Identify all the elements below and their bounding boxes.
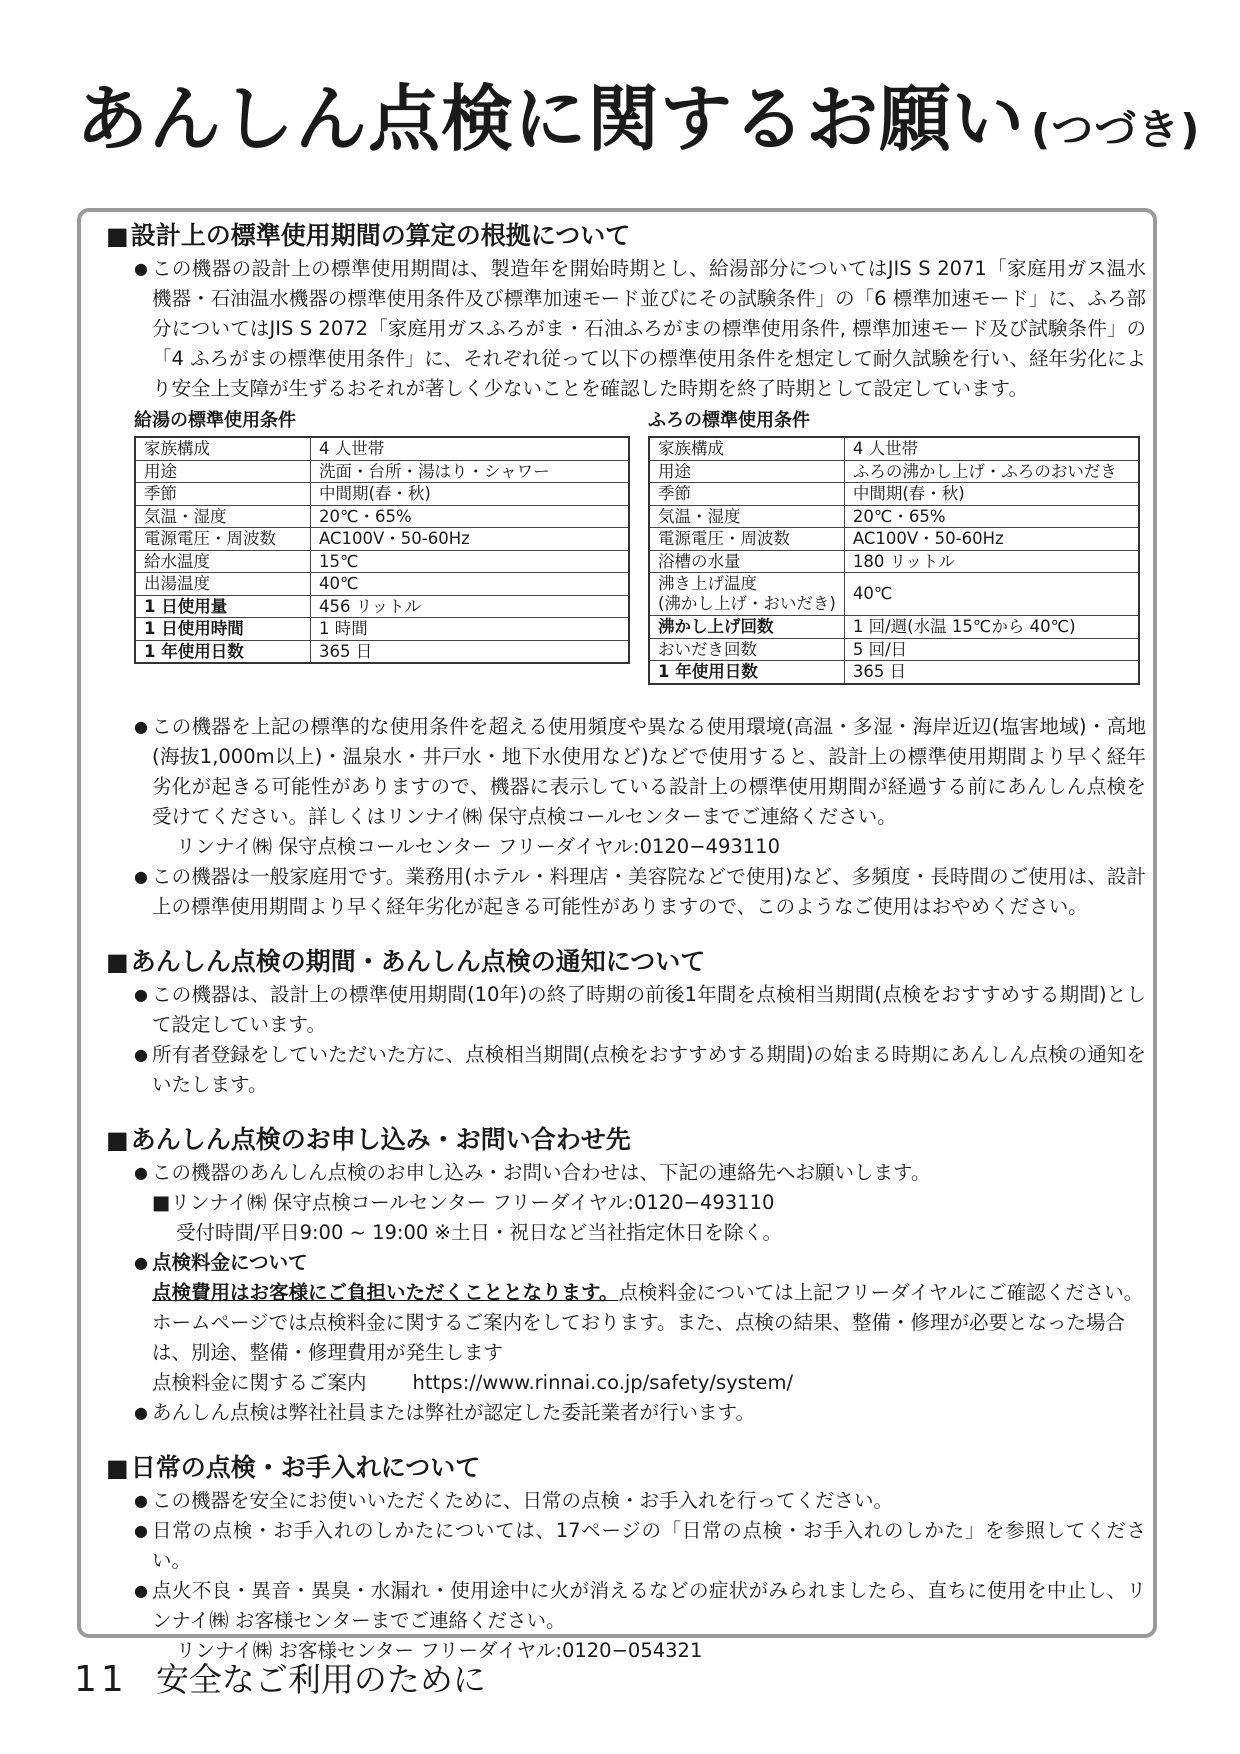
kyuto-table bbox=[134, 436, 630, 664]
fee-paragraph: 点検費用はお客様にご負担いただくこととなります。点検料金については上記フリーダイヤルにご確認ください。ホームページでは点検料金に関するご案内をしております。また、点検の結果、整備・修理が必要となった場合は、別途、整備・修理費用が発生します bbox=[152, 1281, 1144, 1364]
fee-link[interactable]: https://www.rinnai.co.jp/safety/system/ bbox=[412, 1371, 794, 1394]
page-title: あんしん点検に関するお願い (つづき) bbox=[76, 77, 1201, 161]
apply-hours: 受付時間/平日9:00 ~ 19:00 ※土日・祝日など当社指定休日を除く。 bbox=[176, 1221, 782, 1244]
furo-table-caption: ふろの標準使用条件 bbox=[648, 410, 810, 431]
table-row: 家族構成 4 人世帯 bbox=[649, 437, 1139, 460]
page-number: 11 bbox=[74, 1659, 128, 1700]
fee-heading: ● 点検料金について bbox=[134, 1251, 308, 1274]
fee-link-line: 点検料金に関するご案内 https://www.rinnai.co.jp/safety/system/ bbox=[152, 1371, 794, 1394]
page-title-suffix: (つづき) bbox=[1031, 105, 1201, 154]
table-row: 1 日使用量 456 リットル bbox=[135, 595, 629, 618]
table-row: 出湯温度 40℃ bbox=[135, 573, 629, 596]
daily-paragraph-1: ● この機器を安全にお使いいただくために、日常の点検・お手入れを行ってください。 bbox=[134, 1489, 894, 1512]
furo-table bbox=[648, 436, 1140, 685]
daily-paragraph-3: ● 点火不良・異音・異臭・水漏れ・使用途中に火が消えるなどの症状がみられましたら、直ちに使用を中止し、リンナイ㈱ お客様センターまでご連絡ください。 bbox=[134, 1579, 1146, 1632]
table-row: 季節 中間期(春・秋) bbox=[135, 483, 629, 506]
daily-paragraph-2: ● 日常の点検・お手入れのしかたについては、17ページの「日常の点検・お手入れのしかた」を参照してください。 bbox=[134, 1519, 1146, 1572]
section-heading-basis: ■設計上の標準使用期間の算定の根拠について bbox=[106, 221, 631, 250]
table-row: 沸かし上げ回数 1 回/週(水温 15℃から 40℃) bbox=[649, 616, 1139, 639]
table-row: 1 日使用時間 1 時間 bbox=[135, 618, 629, 641]
basis-paragraph-2: ● この機器を上記の標準的な使用条件を超える使用頻度や異なる使用環境(高温・多湿・海岸近辺(塩害地域)・高地(海抜1,000m以上)・温泉水・井戸水・地下水使用など)などで使用すると、設計上の標準使用期間より早く経年劣化が起きる可能性がありますので、機器に表示している設計上の標準使用期間が経過する前にあんしん点検を受けてください。詳しくはリンナイ㈱ 保守点検コールセンターまでご連絡ください。 bbox=[134, 715, 1146, 828]
table-row: 家族構成 4 人世帯 bbox=[135, 437, 629, 460]
kyuto-table-block bbox=[134, 408, 630, 664]
content-body bbox=[106, 218, 1146, 1666]
table-row: 気温・湿度 20℃・65% bbox=[649, 505, 1139, 528]
table-row: 電源電圧・周波数 AC100V・50-60Hz bbox=[135, 528, 629, 551]
table-row: 1 年使用日数 365 日 bbox=[135, 640, 629, 663]
apply-paragraph-1: ● この機器のあんしん点検のお申し込み・お問い合わせは、下記の連絡先へお願いします。 bbox=[134, 1161, 931, 1184]
basis-paragraph-3: ● この機器は一般家庭用です。業務用(ホテル・料理店・美容院などで使用)など、多頻度・長時間のご使用は、設計上の標準使用期間より早く経年劣化が起きる可能性がありますので、このようなご使用はおやめください。 bbox=[134, 865, 1146, 918]
kyuto-table-caption: 給湯の標準使用条件 bbox=[134, 410, 296, 431]
standard-conditions-tables bbox=[106, 408, 1146, 708]
table-row: 電源電圧・周波数 AC100V・50-60Hz bbox=[649, 528, 1139, 551]
period-paragraph-1: ● この機器は、設計上の標準使用期間(10年)の終了時期の前後1年間を点検相当期間(点検をおすすめする期間)として設定しています。 bbox=[134, 983, 1146, 1036]
page-footer bbox=[74, 1660, 486, 1700]
period-paragraph-2: ● 所有者登録をしていただいた方に、点検相当期間(点検をおすすめする期間)の始まる時期にあんしん点検の通知をいたします。 bbox=[134, 1043, 1146, 1096]
basis-paragraph-1: ● この機器の設計上の標準使用期間は、製造年を開始時期とし、給湯部分についてはJIS S 2071「家庭用ガス温水機器・石油温水機器の標準使用条件及び標準加速モード並びにその試験条件」の「6 標準加速モード」に、ふろ部分についてはJIS S 2072「家庭用ガスふろがま・石油ふろがまの標準使用条件, 標準加速モード及び試験条件」の「4 ふろがまの標準使用条件」に、それぞれ従って以下の標準使用条件を想定して耐久試験を行い、経年劣化により安全上支障が生ずるおそれが著しく少ないことを確認した時期を終了時期として設定しています。 bbox=[134, 257, 1146, 400]
apply-paragraph-2: ● あんしん点検は弊社社員または弊社が認定した委託業者が行います。 bbox=[134, 1401, 755, 1424]
table-row: 沸き上げ温度 (沸かし上げ・おいだき) 40℃ bbox=[649, 573, 1139, 616]
table-row: 給水温度 15℃ bbox=[135, 550, 629, 573]
section-heading-apply: ■あんしん点検のお申し込み・お問い合わせ先 bbox=[106, 1125, 631, 1154]
furo-table-block bbox=[648, 408, 1140, 685]
table-row: 1 年使用日数 365 日 bbox=[649, 661, 1139, 684]
section-heading-period: ■あんしん点検の期間・あんしん点検の通知について bbox=[106, 947, 706, 976]
daily-contact: リンナイ㈱ お客様センター フリーダイヤル:0120−054321 bbox=[176, 1639, 703, 1662]
table-row: 季節 中間期(春・秋) bbox=[649, 483, 1139, 506]
table-row: 気温・湿度 20℃・65% bbox=[135, 505, 629, 528]
table-row: 浴槽の水量 180 リットル bbox=[649, 550, 1139, 573]
table-row: 用途 洗面・台所・湯はり・シャワー bbox=[135, 460, 629, 483]
fee-underline: 点検費用はお客様にご負担いただくこととなります。 bbox=[152, 1281, 619, 1304]
table-row: おいだき回数 5 回/日 bbox=[649, 638, 1139, 661]
section-heading-daily: ■日常の点検・お手入れについて bbox=[106, 1453, 481, 1482]
footer-title: 安全なご利用のために bbox=[155, 1660, 486, 1699]
table-row: 用途 ふろの沸かし上げ・ふろのおいだき bbox=[649, 460, 1139, 483]
apply-contact: ■リンナイ㈱ 保守点検コールセンター フリーダイヤル:0120−493110 bbox=[152, 1191, 775, 1214]
basis-contact: リンナイ㈱ 保守点検コールセンター フリーダイヤル:0120−493110 bbox=[176, 835, 780, 858]
